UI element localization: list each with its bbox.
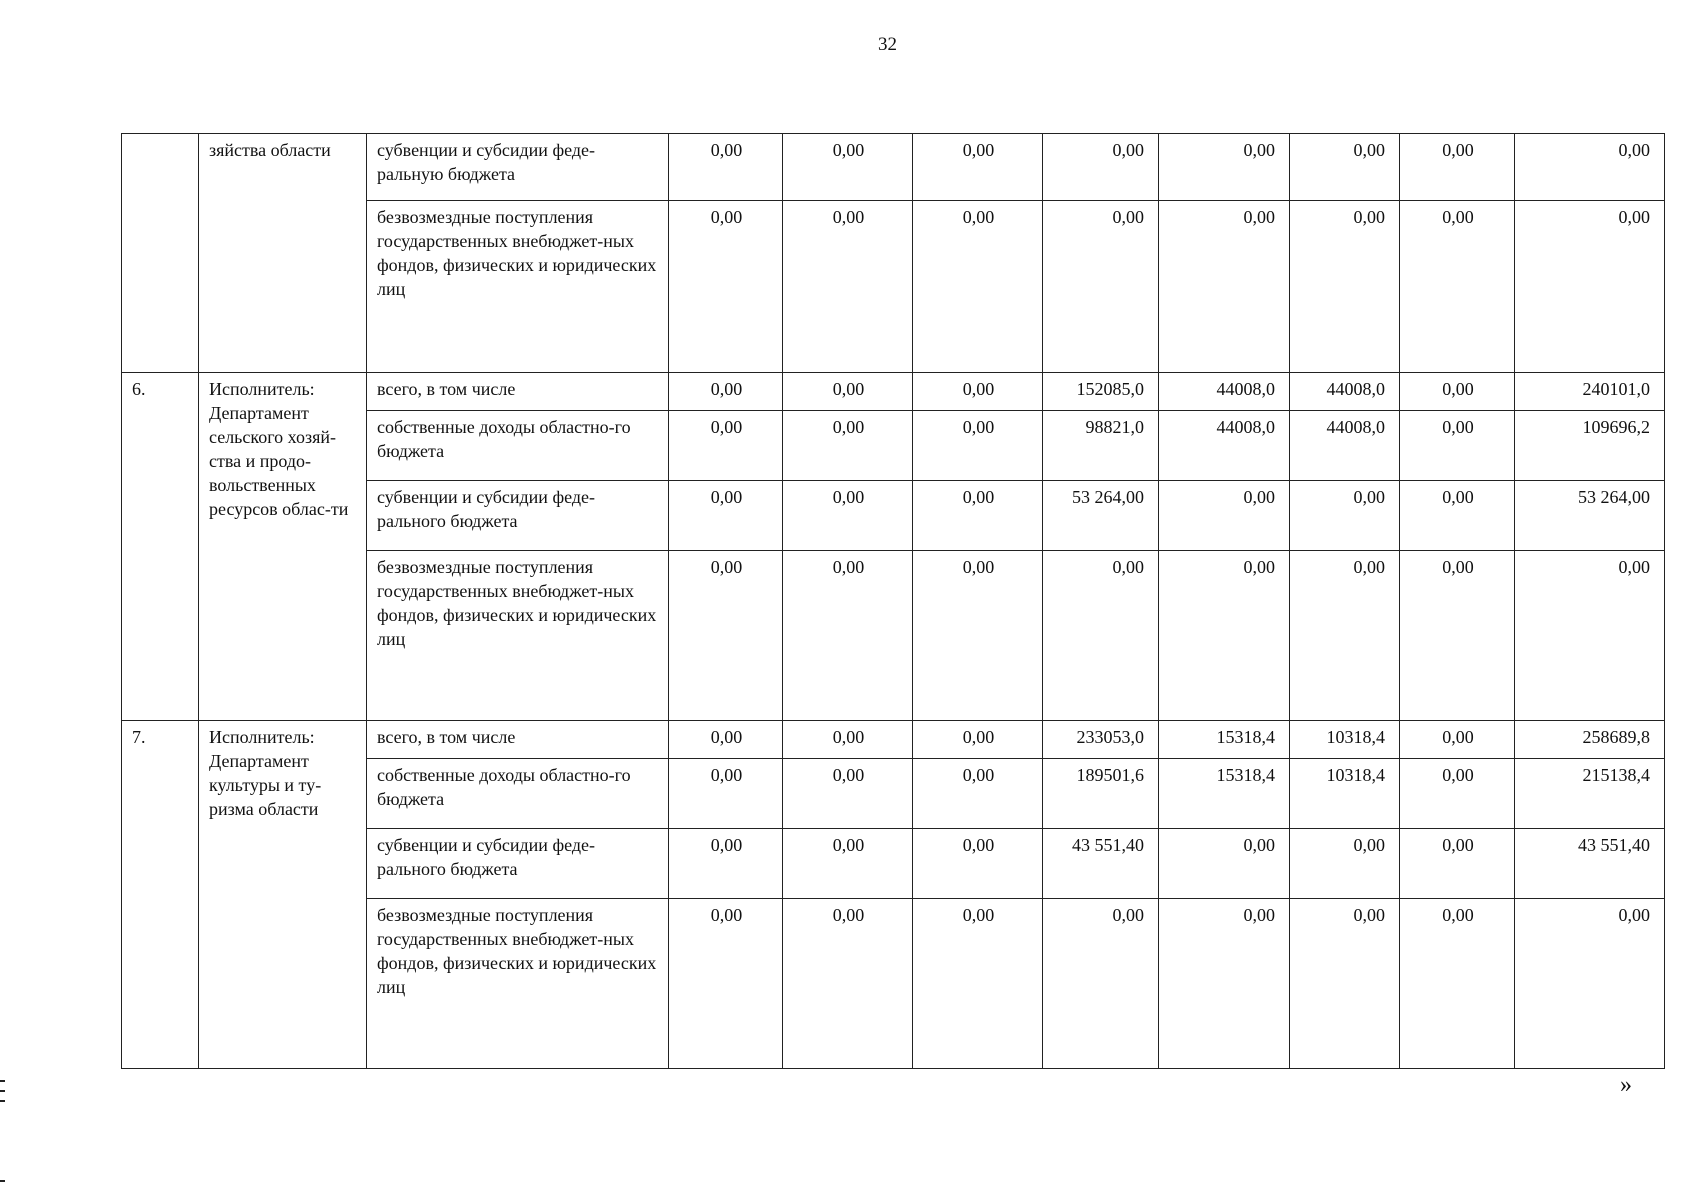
funding-source-cell: собственные доходы областно-го бюджета: [367, 759, 669, 829]
margin-tick: [0, 1090, 5, 1092]
funding-source-cell: безвозмездные поступления государственных внебюджет-ных фондов, физических и юридических лиц: [367, 201, 669, 373]
budget-table-wrap: [121, 133, 1664, 1069]
value-cell: 0,00: [1159, 201, 1290, 373]
funding-source-cell: субвенции и субсидии феде-ральную бюджета: [367, 134, 669, 201]
value-cell: 0,00: [913, 411, 1043, 481]
margin-tick: [0, 1100, 5, 1102]
value-cell: 0,00: [783, 373, 913, 411]
value-cell: 0,00: [783, 899, 913, 1069]
value-cell: 0,00: [913, 759, 1043, 829]
value-cell: 53 264,00: [1515, 481, 1665, 551]
table-row: [122, 373, 1665, 411]
executor-cell: Исполнитель: Департамент культуры и ту-ризма области: [199, 721, 367, 1069]
value-cell: 0,00: [783, 134, 913, 201]
value-cell: 0,00: [1159, 829, 1290, 899]
value-cell: 0,00: [669, 551, 783, 721]
value-cell: 0,00: [783, 721, 913, 759]
value-cell: 0,00: [1400, 411, 1515, 481]
value-cell: 0,00: [1515, 551, 1665, 721]
value-cell: 10318,4: [1290, 759, 1400, 829]
value-cell: 0,00: [669, 829, 783, 899]
value-cell: 15318,4: [1159, 759, 1290, 829]
value-cell: 0,00: [1290, 899, 1400, 1069]
value-cell: 0,00: [1290, 134, 1400, 201]
funding-source-cell: собственные доходы областно-го бюджета: [367, 411, 669, 481]
page-number: 32: [878, 34, 897, 55]
value-cell: 0,00: [669, 411, 783, 481]
value-cell: 109696,2: [1515, 411, 1665, 481]
value-cell: 0,00: [1043, 899, 1159, 1069]
value-cell: 0,00: [913, 373, 1043, 411]
funding-source-cell: безвозмездные поступления государственных внебюджет-ных фондов, физических и юридических лиц: [367, 551, 669, 721]
value-cell: 0,00: [1043, 201, 1159, 373]
value-cell: 215138,4: [1515, 759, 1665, 829]
value-cell: 0,00: [1400, 201, 1515, 373]
value-cell: 0,00: [1043, 134, 1159, 201]
value-cell: 0,00: [669, 373, 783, 411]
value-cell: 0,00: [669, 134, 783, 201]
row-index-cell: 7.: [122, 721, 199, 1069]
value-cell: 0,00: [1400, 551, 1515, 721]
value-cell: 0,00: [1290, 201, 1400, 373]
value-cell: 0,00: [1515, 201, 1665, 373]
value-cell: 0,00: [913, 721, 1043, 759]
value-cell: 0,00: [1159, 551, 1290, 721]
value-cell: 0,00: [1515, 899, 1665, 1069]
value-cell: 0,00: [783, 201, 913, 373]
executor-cell: зяйства области: [199, 134, 367, 373]
value-cell: 0,00: [1159, 134, 1290, 201]
value-cell: 240101,0: [1515, 373, 1665, 411]
value-cell: 0,00: [783, 829, 913, 899]
value-cell: 0,00: [913, 899, 1043, 1069]
funding-source-cell: безвозмездные поступления государственных внебюджет-ных фондов, физических и юридических лиц: [367, 899, 669, 1069]
table-row: [122, 721, 1665, 759]
funding-source-cell: всего, в том числе: [367, 721, 669, 759]
value-cell: 0,00: [1400, 759, 1515, 829]
value-cell: 44008,0: [1159, 411, 1290, 481]
funding-source-cell: субвенции и субсидии феде-рального бюджета: [367, 829, 669, 899]
value-cell: 0,00: [1290, 481, 1400, 551]
value-cell: 0,00: [783, 411, 913, 481]
table-body: [122, 134, 1665, 1069]
value-cell: 0,00: [783, 759, 913, 829]
value-cell: 0,00: [1290, 551, 1400, 721]
value-cell: 0,00: [913, 829, 1043, 899]
value-cell: 0,00: [1290, 829, 1400, 899]
value-cell: 0,00: [1400, 373, 1515, 411]
value-cell: 0,00: [669, 721, 783, 759]
value-cell: 189501,6: [1043, 759, 1159, 829]
value-cell: 258689,8: [1515, 721, 1665, 759]
value-cell: 0,00: [1159, 481, 1290, 551]
value-cell: 0,00: [669, 481, 783, 551]
value-cell: 0,00: [1400, 721, 1515, 759]
executor-cell: Исполнитель: Департамент сельского хозяй-ства и продо-вольственных ресурсов облас-ти: [199, 373, 367, 721]
margin-tick: [0, 1080, 5, 1082]
value-cell: 43 551,40: [1515, 829, 1665, 899]
row-index-cell: 6.: [122, 373, 199, 721]
value-cell: 0,00: [669, 759, 783, 829]
value-cell: 0,00: [913, 481, 1043, 551]
value-cell: 0,00: [669, 899, 783, 1069]
value-cell: 233053,0: [1043, 721, 1159, 759]
value-cell: 0,00: [1159, 899, 1290, 1069]
value-cell: 0,00: [783, 551, 913, 721]
value-cell: 44008,0: [1159, 373, 1290, 411]
value-cell: 43 551,40: [1043, 829, 1159, 899]
value-cell: 15318,4: [1159, 721, 1290, 759]
value-cell: 0,00: [913, 134, 1043, 201]
value-cell: 98821,0: [1043, 411, 1159, 481]
value-cell: 0,00: [669, 201, 783, 373]
value-cell: 44008,0: [1290, 373, 1400, 411]
margin-tick: [0, 1180, 5, 1182]
value-cell: 10318,4: [1290, 721, 1400, 759]
value-cell: 44008,0: [1290, 411, 1400, 481]
table-row: [122, 134, 1665, 201]
value-cell: 0,00: [1400, 899, 1515, 1069]
funding-source-cell: всего, в том числе: [367, 373, 669, 411]
closing-quote-mark: »: [1620, 1072, 1632, 1098]
value-cell: 0,00: [1400, 134, 1515, 201]
funding-source-cell: субвенции и субсидии феде-рального бюджета: [367, 481, 669, 551]
value-cell: 0,00: [783, 481, 913, 551]
value-cell: 152085,0: [1043, 373, 1159, 411]
value-cell: 0,00: [1043, 551, 1159, 721]
value-cell: 0,00: [1400, 481, 1515, 551]
value-cell: 0,00: [1515, 134, 1665, 201]
budget-table: [121, 133, 1665, 1069]
value-cell: 0,00: [913, 551, 1043, 721]
value-cell: 0,00: [1400, 829, 1515, 899]
value-cell: 0,00: [913, 201, 1043, 373]
value-cell: 53 264,00: [1043, 481, 1159, 551]
row-index-cell: [122, 134, 199, 373]
